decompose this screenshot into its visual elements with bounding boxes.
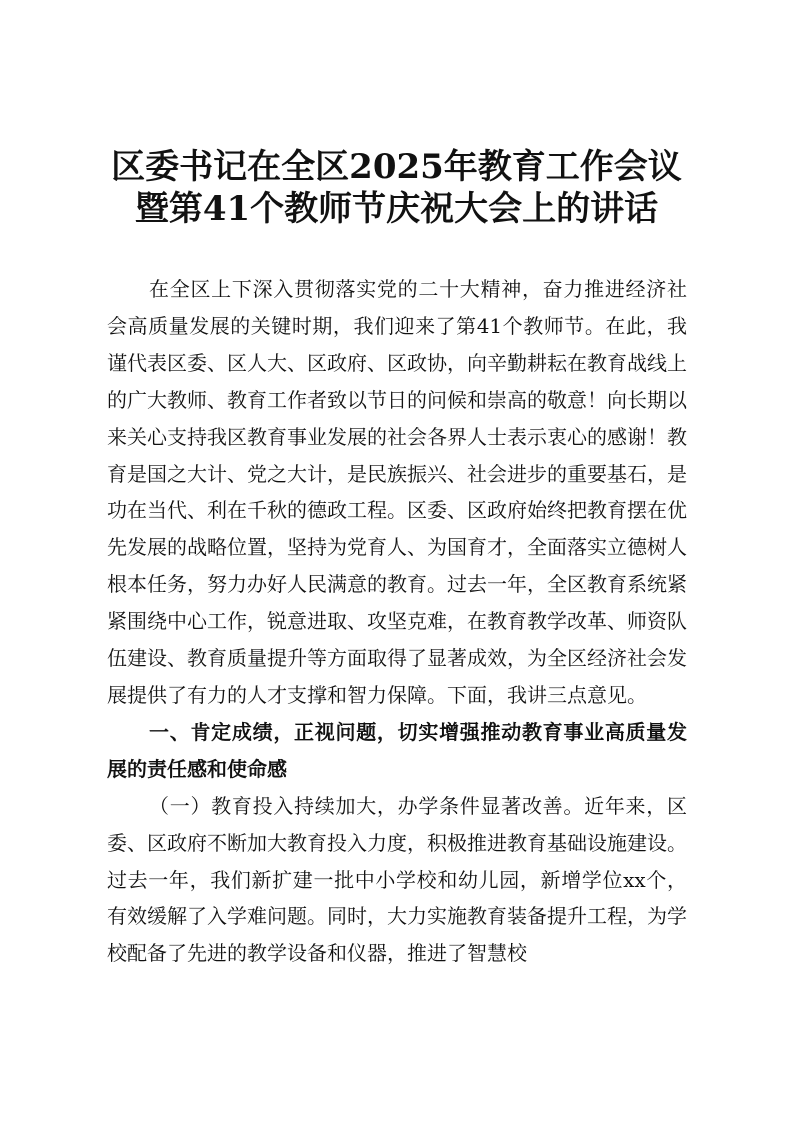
- document-body: [107, 271, 687, 972]
- section-heading-1: 一、肯定成绩，正视问题，切实增强推动教育事业高质量发展的责任感和使命感: [107, 719, 687, 781]
- subsection-paragraph-1: （一）教育投入持续加大，办学条件显著改善。近年来，区委、区政府不断加大教育投入力度，积极推进教育基础设施建设。过去一年，我们新扩建一批中小学校和幼儿园，新增学位xx个，有效缓解了入学难问题。同时，大力实施教育装备提升工程，为学校配备了先进的教学设备和仪器，推进了智慧校: [107, 793, 687, 966]
- intro-paragraph: 在全区上下深入贯彻落实党的二十大精神，奋力推进经济社会高质量发展的关键时期，我们迎来了第41个教师节。在此，我谨代表区委、区人大、区政府、区政协，向辛勤耕耘在教育战线上的广大教师、教育工作者致以节日的问候和崇高的敬意！向长期以来关心支持我区教育事业发展的社会各界人士表示衷心的感谢！教育是国之大计、党之大计，是民族振兴、社会进步的重要基石，是功在当代、利在千秋的德政工程。区委、区政府始终把教育摆在优先发展的战略位置，坚持为党育人、为国育才，全面落实立德树人根本任务，努力办好人民满意的教育。过去一年，全区教育系统紧紧围绕中心工作，锐意进取、攻坚克难，在教育教学改革、师资队伍建设、教育质量提升等方面取得了显著成效，为全区经济社会发展提供了有力的人才支撑和智力保障。下面，我讲三点意见。: [107, 277, 687, 707]
- title-line-2: 暨第41个教师节庆祝大会上的讲话: [134, 189, 659, 229]
- document-title: [90, 146, 703, 230]
- title-line-1: 区委书记在全区2025年教育工作会议: [111, 147, 682, 187]
